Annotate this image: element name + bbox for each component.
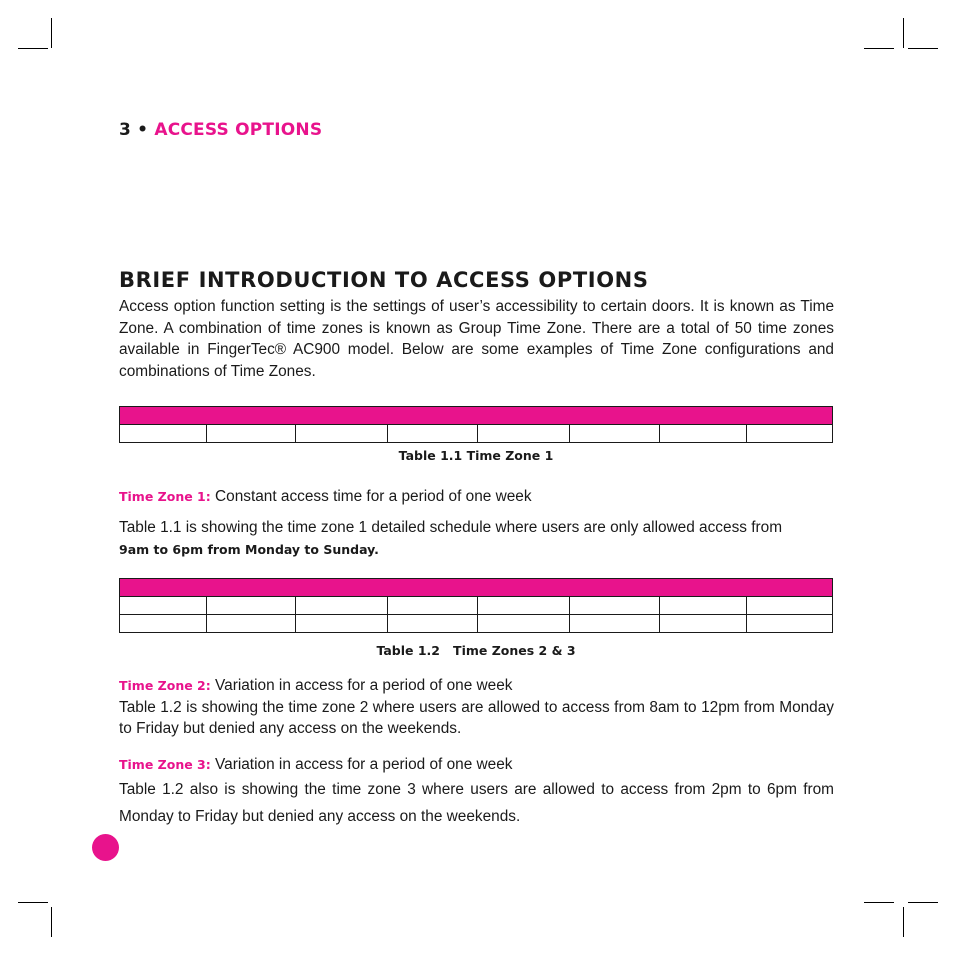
table-cell xyxy=(660,615,747,632)
tz2-summary-text: Variation in access for a period of one week xyxy=(210,677,513,694)
table-2-caption: Table 1.2 Time Zones 2 & 3 xyxy=(376,643,576,658)
table-cell xyxy=(388,425,478,442)
table-cell xyxy=(478,615,570,632)
crop-mark xyxy=(18,48,48,49)
tz2-detail-text: Table 1.2 is showing the time zone 2 where users are allowed to access from 8am to 12pm from Monday to Friday but denied any access on the weekends. xyxy=(119,698,834,737)
crop-mark xyxy=(908,902,938,903)
intro-paragraph: Access option function setting is the settings of user’s accessibility to certain doors. It is known as Time Zone. A combination of time zones is known as Group Time Zone. There are a total of 50 time zones available in FingerTec® AC900 model. Below are some examples of Time Zone configurations and combinations of Time Zones. xyxy=(119,298,834,380)
table-cell xyxy=(570,597,660,614)
table-cell xyxy=(660,425,747,442)
chapter-number: 3 • xyxy=(119,120,149,140)
table-cell xyxy=(478,425,570,442)
table-cell xyxy=(388,597,478,614)
crop-mark xyxy=(864,48,894,49)
table-cell xyxy=(747,615,832,632)
table-cell xyxy=(207,615,296,632)
table-cell xyxy=(207,597,296,614)
time-zones-2-3-table xyxy=(119,578,833,633)
crop-mark xyxy=(18,902,48,903)
tz1-detail-text: Table 1.1 is showing the time zone 1 detailed schedule where users are only allowed access from xyxy=(119,519,783,536)
crop-mark xyxy=(903,18,904,48)
tz1-detail-bold: 9am to 6pm from Monday to Sunday. xyxy=(119,541,379,557)
time-zone-1-table xyxy=(119,406,833,443)
section-heading: BRIEF INTRODUCTION TO ACCESS OPTIONS xyxy=(119,268,649,292)
tz1-detail xyxy=(119,517,834,560)
crop-mark xyxy=(908,48,938,49)
table-cell xyxy=(120,597,207,614)
table-cell xyxy=(570,425,660,442)
table-cell xyxy=(747,597,832,614)
tz1-label: Time Zone 1: xyxy=(119,489,211,504)
tz3-detail: Table 1.2 also is showing the time zone 3 where users are allowed to access from 2pm to 6pm from Monday to Friday but denied any access on the weekends. xyxy=(119,781,834,825)
table-cell xyxy=(296,615,388,632)
crop-mark xyxy=(51,18,52,48)
table-cell xyxy=(388,615,478,632)
table-cell xyxy=(120,615,207,632)
chapter-header xyxy=(119,120,322,140)
table-cell xyxy=(207,425,296,442)
crop-mark xyxy=(864,902,894,903)
table-cell xyxy=(570,615,660,632)
page-marker xyxy=(92,834,119,861)
table-cell xyxy=(296,597,388,614)
table-cell xyxy=(478,597,570,614)
table-row xyxy=(120,614,832,632)
crop-mark xyxy=(51,907,52,937)
tz3-summary-text: Variation in access for a period of one week xyxy=(210,756,513,773)
table-1-caption: Table 1.1 Time Zone 1 xyxy=(398,448,554,463)
table-row xyxy=(120,597,832,614)
tz3-summary xyxy=(119,754,834,776)
tz3-label: Time Zone 3: xyxy=(119,757,211,772)
chapter-title: ACCESS OPTIONS xyxy=(154,120,323,140)
tz2-block xyxy=(119,675,834,740)
table-cell xyxy=(120,425,207,442)
table-row xyxy=(120,425,832,442)
table-cell xyxy=(296,425,388,442)
tz1-summary xyxy=(119,486,834,508)
tz2-label: Time Zone 2: xyxy=(119,678,211,693)
table-cell xyxy=(747,425,832,442)
table-header-bar xyxy=(120,579,832,597)
tz1-summary-text: Constant access time for a period of one week xyxy=(210,488,532,505)
table-cell xyxy=(660,597,747,614)
table-header-bar xyxy=(120,407,832,425)
crop-mark xyxy=(903,907,904,937)
